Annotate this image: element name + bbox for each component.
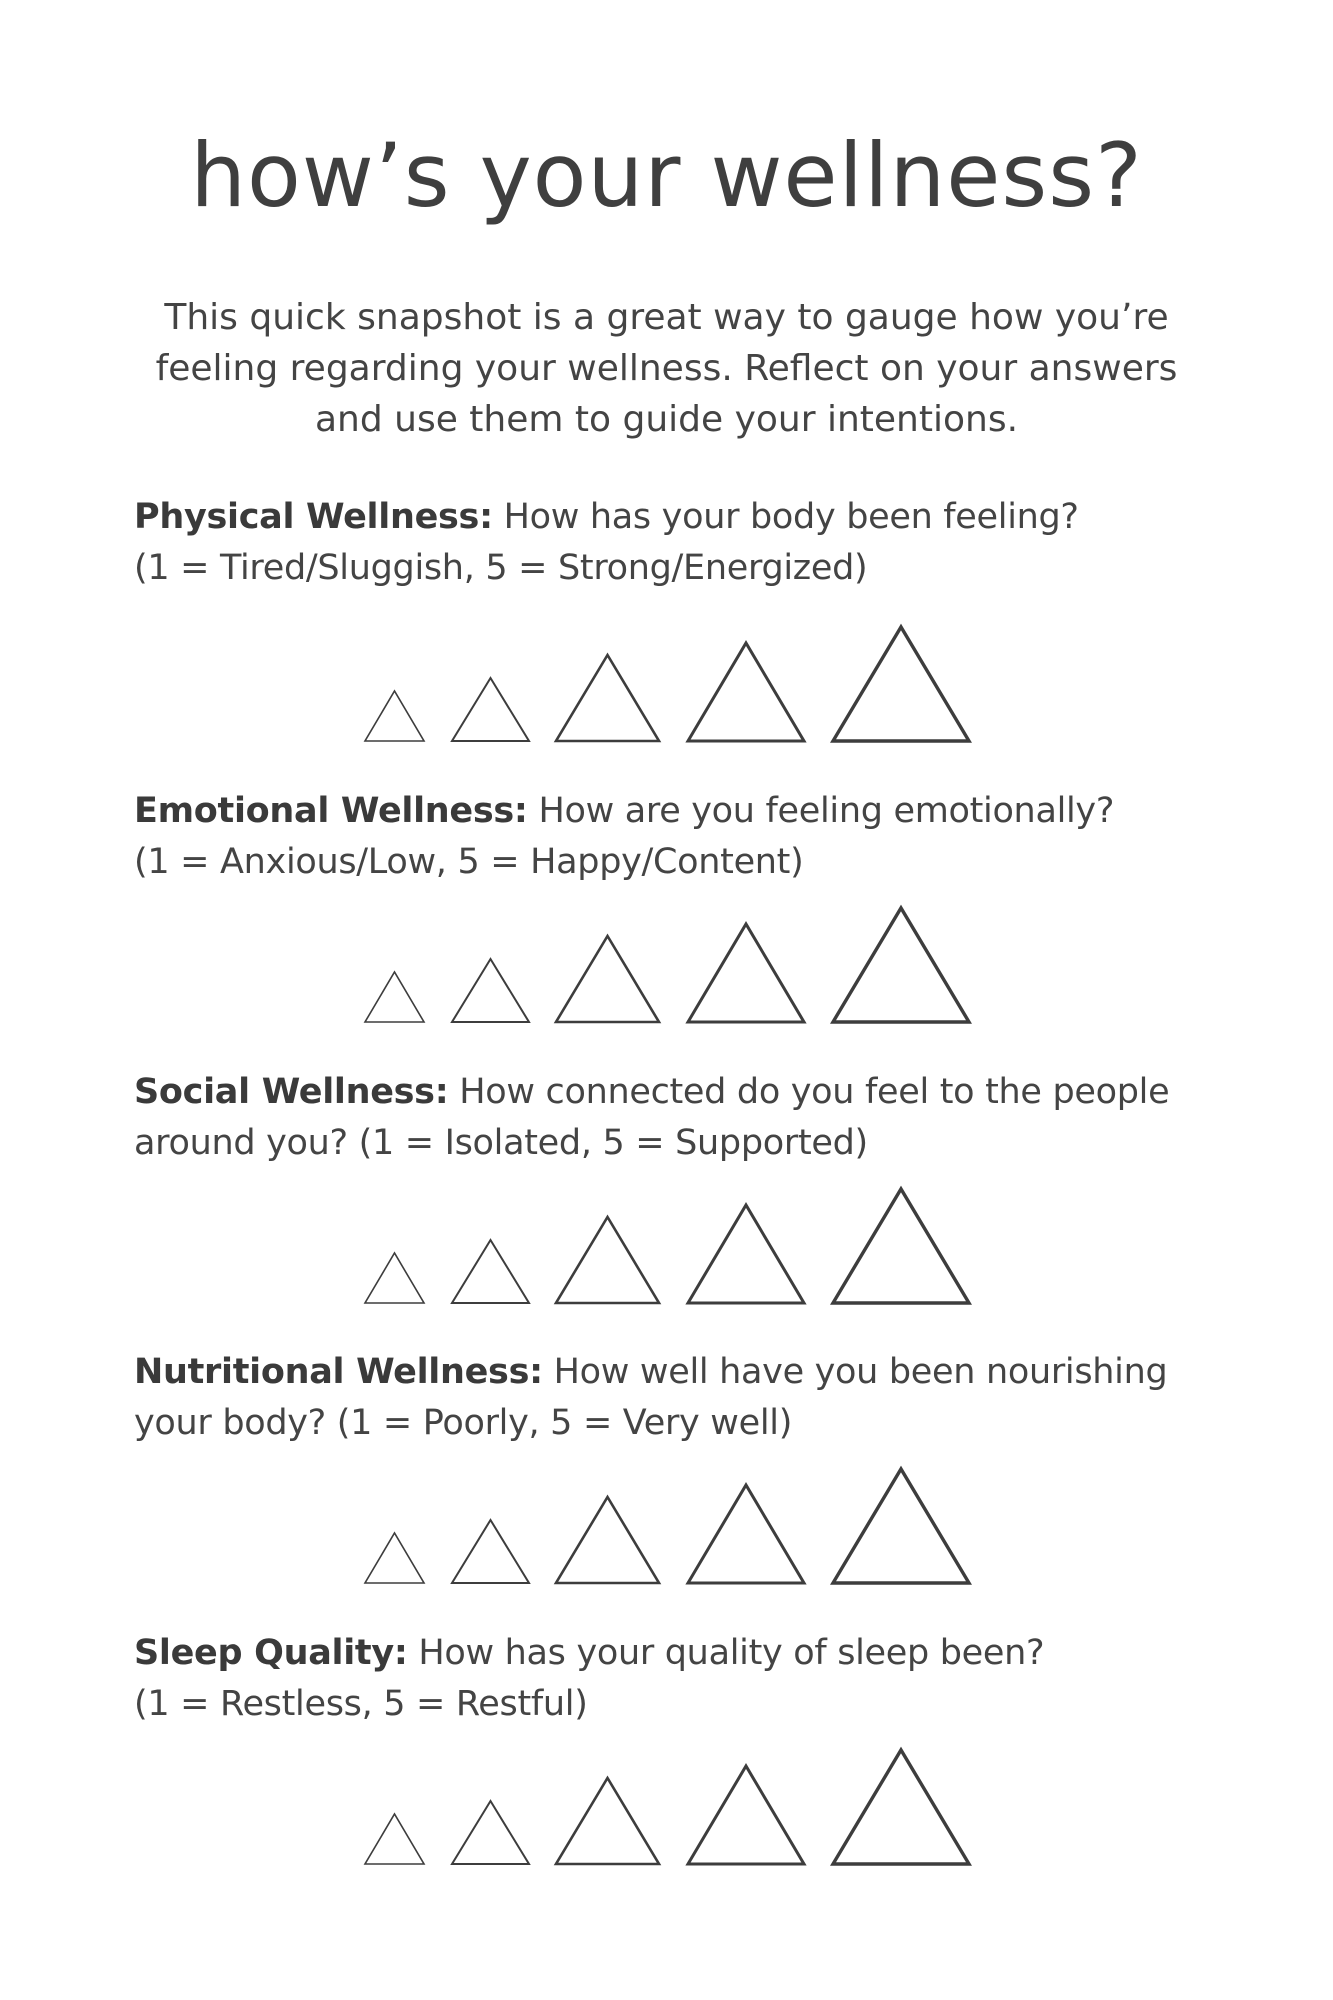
triangle-rating-row [0, 615, 1333, 745]
rating-scale-nutritional [0, 1457, 1333, 1587]
question-text [134, 492, 1214, 594]
rating-triangle-1[interactable] [365, 1814, 424, 1864]
section-label: Sleep Quality: [134, 1633, 408, 1673]
scale-description: (1 = Tired/Sluggish, 5 = Strong/Energized) [134, 548, 868, 588]
intro-paragraph: This quick snapshot is a great way to gauge how you’re feeling regarding your wellness. Reflect on your answers and use them to guide your intentions. [155, 297, 1178, 440]
rating-triangle-3[interactable] [556, 1217, 659, 1303]
section-emotional-wellness [134, 786, 1214, 888]
scale-description: your body? (1 = Poorly, 5 = Very well) [134, 1403, 793, 1443]
rating-triangle-2[interactable] [452, 678, 529, 741]
rating-triangle-2[interactable] [452, 1801, 529, 1864]
rating-triangle-1[interactable] [365, 691, 424, 741]
section-label: Social Wellness: [134, 1072, 449, 1112]
rating-scale-social [0, 1177, 1333, 1307]
rating-triangle-4[interactable] [688, 1485, 804, 1583]
rating-triangle-4[interactable] [688, 924, 804, 1022]
question-text [134, 1067, 1214, 1169]
question-prompt: How connected do you feel to the people [448, 1072, 1170, 1112]
rating-triangle-2[interactable] [452, 959, 529, 1022]
question-prompt: How are you feeling emotionally? [527, 791, 1115, 831]
rating-triangle-5[interactable] [833, 908, 969, 1022]
scale-description: (1 = Anxious/Low, 5 = Happy/Content) [134, 842, 804, 882]
rating-triangle-1[interactable] [365, 972, 424, 1022]
rating-triangle-4[interactable] [688, 1205, 804, 1303]
triangle-rating-row [0, 896, 1333, 1026]
rating-triangle-3[interactable] [556, 1497, 659, 1583]
scale-description: (1 = Restless, 5 = Restful) [134, 1684, 588, 1724]
rating-triangle-5[interactable] [833, 1469, 969, 1583]
question-prompt: How has your body been feeling? [492, 497, 1079, 537]
rating-triangle-2[interactable] [452, 1520, 529, 1583]
question-text [134, 1347, 1214, 1449]
rating-triangle-5[interactable] [833, 627, 969, 741]
rating-triangle-3[interactable] [556, 1778, 659, 1864]
rating-triangle-5[interactable] [833, 1189, 969, 1303]
rating-triangle-1[interactable] [365, 1253, 424, 1303]
triangle-rating-row [0, 1457, 1333, 1587]
section-sleep-quality [134, 1628, 1214, 1730]
triangle-rating-row [0, 1177, 1333, 1307]
rating-triangle-1[interactable] [365, 1533, 424, 1583]
question-prompt: How well have you been nourishing [542, 1352, 1168, 1392]
section-label: Nutritional Wellness: [134, 1352, 543, 1392]
question-text [134, 786, 1214, 888]
rating-scale-emotional [0, 896, 1333, 1026]
page-title: how’s your wellness? [190, 124, 1143, 227]
section-social-wellness [134, 1067, 1214, 1169]
scale-description: around you? (1 = Isolated, 5 = Supported) [134, 1123, 868, 1163]
rating-triangle-2[interactable] [452, 1240, 529, 1303]
section-label: Emotional Wellness: [134, 791, 528, 831]
rating-triangle-5[interactable] [833, 1750, 969, 1864]
section-nutritional-wellness [134, 1347, 1214, 1449]
section-physical-wellness [134, 492, 1214, 594]
rating-triangle-4[interactable] [688, 643, 804, 741]
triangle-rating-row [0, 1738, 1333, 1868]
section-label: Physical Wellness: [134, 497, 493, 537]
rating-scale-physical [0, 615, 1333, 745]
rating-triangle-4[interactable] [688, 1766, 804, 1864]
question-text [134, 1628, 1214, 1730]
rating-triangle-3[interactable] [556, 936, 659, 1022]
rating-triangle-3[interactable] [556, 655, 659, 741]
question-prompt: How has your quality of sleep been? [407, 1633, 1045, 1673]
rating-scale-sleep [0, 1738, 1333, 1868]
